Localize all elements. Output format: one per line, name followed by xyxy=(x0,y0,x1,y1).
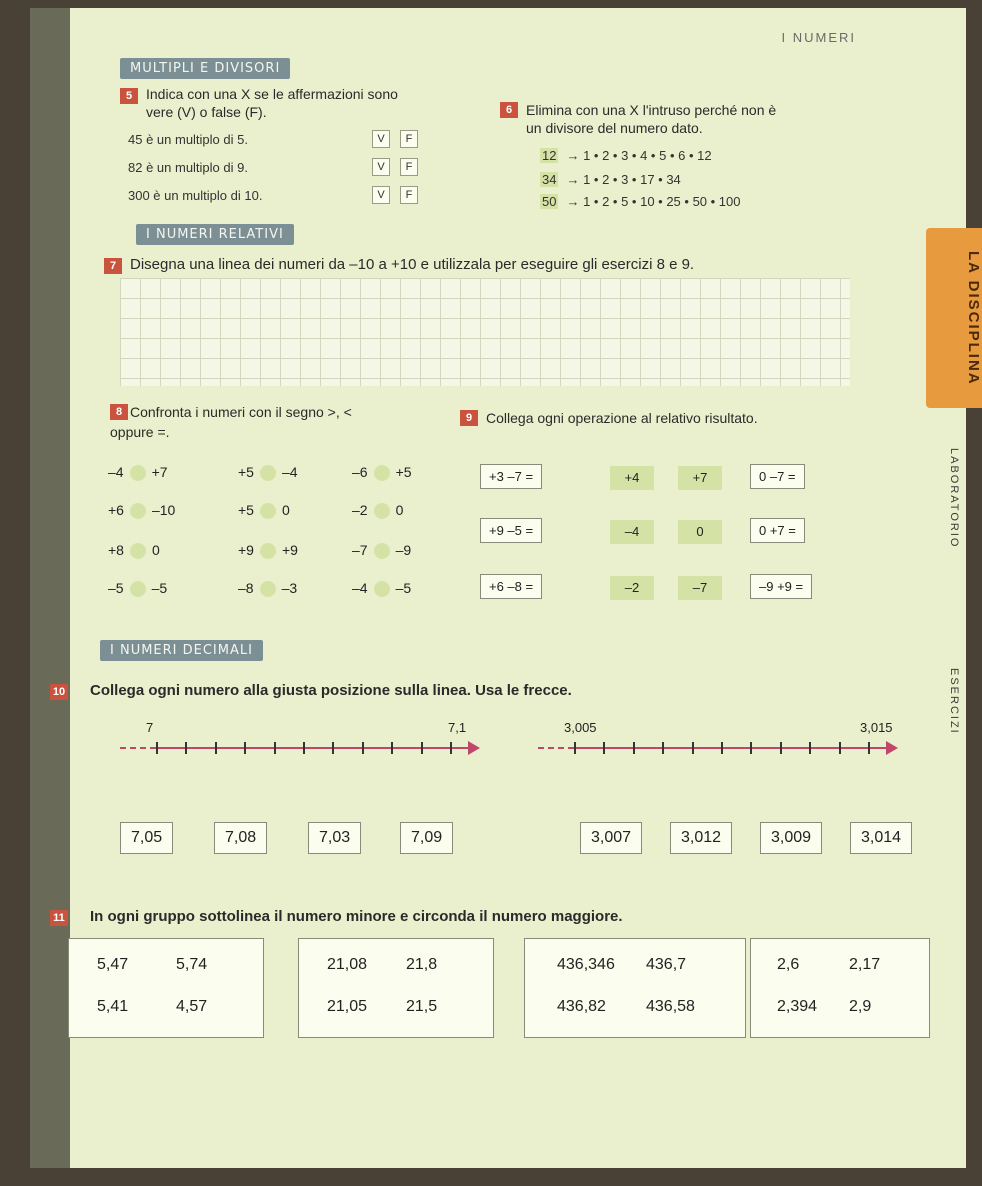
numberline-1-start: 7 xyxy=(146,720,154,735)
comparison-item xyxy=(352,542,411,559)
comparison-left: –6 xyxy=(352,464,368,480)
arrow-right-icon xyxy=(886,741,898,755)
numberline-tick[interactable] xyxy=(303,742,305,754)
decimal-box-3[interactable]: 7,03 xyxy=(308,822,361,854)
operation-left-2[interactable]: +9 –5 = xyxy=(480,518,542,543)
numberline-tick[interactable] xyxy=(574,742,576,754)
group-number[interactable]: 21,8 xyxy=(406,956,438,973)
numberline-dash xyxy=(120,747,150,749)
numberline-tick[interactable] xyxy=(809,742,811,754)
exercise-6-instruction-1: Elimina con una X l'intruso perché non è xyxy=(526,102,777,118)
result-a-3[interactable]: –2 xyxy=(610,576,654,600)
numberline-2 xyxy=(538,738,898,758)
operation-right-1[interactable]: 0 –7 = xyxy=(750,464,805,489)
group-number[interactable]: 436,58 xyxy=(646,998,695,1015)
decimal-box-8[interactable]: 3,014 xyxy=(850,822,912,854)
divisor-row-2 xyxy=(540,172,681,187)
comparison-item xyxy=(352,502,403,519)
page-header: I NUMERI xyxy=(781,30,856,45)
comparison-item xyxy=(238,464,298,481)
exercise-5-number: 5 xyxy=(120,88,138,104)
comparison-answer-circle[interactable] xyxy=(374,465,390,481)
comparison-answer-circle[interactable] xyxy=(260,581,276,597)
comparison-right: +7 xyxy=(151,464,168,480)
numberline-tick[interactable] xyxy=(633,742,635,754)
operation-left-3[interactable]: +6 –8 = xyxy=(480,574,542,599)
numberline-tick[interactable] xyxy=(721,742,723,754)
exercise-8-number: 8 xyxy=(110,404,128,420)
comparison-right: 0 xyxy=(395,502,404,518)
result-a-1[interactable]: +4 xyxy=(610,466,654,490)
numberline-tick[interactable] xyxy=(362,742,364,754)
section-multipli: MULTIPLI E DIVISORI xyxy=(120,58,290,79)
comparison-answer-circle[interactable] xyxy=(130,581,146,597)
numberline-tick[interactable] xyxy=(215,742,217,754)
comparison-right: 0 xyxy=(281,502,290,518)
numberline-tick[interactable] xyxy=(750,742,752,754)
group-number[interactable]: 2,9 xyxy=(849,998,872,1015)
decimal-box-1[interactable]: 7,05 xyxy=(120,822,173,854)
exercise-9-instruction: Collega ogni operazione al relativo risultato. xyxy=(486,410,758,426)
numberline-tick[interactable] xyxy=(450,742,452,754)
checkbox-v-1[interactable]: V xyxy=(372,130,390,148)
statement-2: 82 è un multiplo di 9. xyxy=(128,160,248,175)
numberline-tick[interactable] xyxy=(185,742,187,754)
group-number[interactable]: 436,346 xyxy=(557,956,615,973)
comparison-item xyxy=(352,580,411,597)
comparison-right: –5 xyxy=(151,580,168,596)
numberline-tick[interactable] xyxy=(868,742,870,754)
checkbox-f-2[interactable]: F xyxy=(400,158,418,176)
decimal-box-2[interactable]: 7,08 xyxy=(214,822,267,854)
result-b-3[interactable]: –7 xyxy=(678,576,722,600)
decimal-box-5[interactable]: 3,007 xyxy=(580,822,642,854)
divisor-list[interactable]: → 1 • 2 • 3 • 4 • 5 • 6 • 12 xyxy=(566,148,712,163)
comparison-answer-circle[interactable] xyxy=(130,543,146,559)
numberline-tick[interactable] xyxy=(391,742,393,754)
comparison-item xyxy=(238,580,297,597)
group-number[interactable]: 21,08 xyxy=(327,956,368,973)
numberline-tick[interactable] xyxy=(274,742,276,754)
decimal-box-7[interactable]: 3,009 xyxy=(760,822,822,854)
numberline-tick[interactable] xyxy=(156,742,158,754)
comparison-left: +5 xyxy=(238,464,254,480)
checkbox-v-3[interactable]: V xyxy=(372,186,390,204)
decimal-box-6[interactable]: 3,012 xyxy=(670,822,732,854)
numberline-tick[interactable] xyxy=(421,742,423,754)
comparison-left: –4 xyxy=(108,464,124,480)
result-b-2[interactable]: 0 xyxy=(678,520,722,544)
comparison-left: +8 xyxy=(108,542,124,558)
group-number[interactable]: 2,6 xyxy=(777,956,800,973)
numberline-tick[interactable] xyxy=(839,742,841,754)
divisor-list[interactable]: → 1 • 2 • 5 • 10 • 25 • 50 • 100 xyxy=(566,194,741,209)
group-number[interactable]: 21,05 xyxy=(327,998,368,1015)
numberline-2-end: 3,015 xyxy=(860,720,893,735)
numberline-tick[interactable] xyxy=(662,742,664,754)
tab-la-disciplina[interactable]: LA DISCIPLINA xyxy=(926,228,982,408)
comparison-right: –9 xyxy=(395,542,412,558)
comparison-item xyxy=(108,502,175,519)
exercise-6-number: 6 xyxy=(500,102,518,118)
comparison-answer-circle[interactable] xyxy=(260,465,276,481)
result-a-2[interactable]: –4 xyxy=(610,520,654,544)
operation-right-2[interactable]: 0 +7 = xyxy=(750,518,805,543)
divisor-list[interactable]: → 1 • 2 • 3 • 17 • 34 xyxy=(566,172,681,187)
group-number[interactable]: 436,82 xyxy=(557,998,606,1015)
comparison-right: +9 xyxy=(281,542,298,558)
comparison-item xyxy=(238,542,298,559)
exercise-7-instruction: Disegna una linea dei numeri da –10 a +10 e utilizzala per eseguire gli esercizi 8 e 9. xyxy=(130,256,695,273)
section-decimali: I NUMERI DECIMALI xyxy=(100,640,263,661)
comparison-left: +9 xyxy=(238,542,254,558)
numberline-tick[interactable] xyxy=(780,742,782,754)
operation-right-3[interactable]: –9 +9 = xyxy=(750,574,812,599)
comparison-left: –2 xyxy=(352,502,368,518)
comparison-right: –5 xyxy=(395,580,412,596)
comparison-answer-circle[interactable] xyxy=(130,465,146,481)
comparison-item xyxy=(238,502,290,519)
comparison-left: +6 xyxy=(108,502,124,518)
exercise-8-instruction-2: oppure =. xyxy=(110,424,170,440)
numberline-1-end: 7,1 xyxy=(448,720,467,735)
exercise-10-instruction: Collega ogni numero alla giusta posizione sulla linea. Usa le frecce. xyxy=(90,682,572,699)
numberline-1 xyxy=(120,738,480,758)
tab-esercizi[interactable]: ESERCIZI xyxy=(948,668,960,735)
comparison-left: –5 xyxy=(108,580,124,596)
textbook-page xyxy=(30,8,982,1168)
drawing-grid[interactable] xyxy=(120,278,850,386)
comparison-right: –3 xyxy=(281,580,298,596)
comparison-left: –8 xyxy=(238,580,254,596)
divisor-row-1 xyxy=(540,148,712,163)
exercise-11-number: 11 xyxy=(50,910,68,926)
exercise-11-instruction: In ogni gruppo sottolinea il numero minore e circonda il numero maggiore. xyxy=(90,908,623,925)
numberline-2-start: 3,005 xyxy=(564,720,597,735)
decimal-box-4[interactable]: 7,09 xyxy=(400,822,453,854)
comparison-answer-circle[interactable] xyxy=(260,543,276,559)
exercise-7-number: 7 xyxy=(104,258,122,274)
checkbox-f-1[interactable]: F xyxy=(400,130,418,148)
group-number[interactable]: 2,394 xyxy=(777,998,818,1015)
exercise-5-instruction-2: vere (V) o false (F). xyxy=(146,104,267,120)
divisor-row-3 xyxy=(540,194,741,209)
statement-3: 300 è un multiplo di 10. xyxy=(128,188,263,203)
exercise-8-instruction-1: Confronta i numeri con il segno >, < xyxy=(130,404,352,420)
number-group-box xyxy=(524,938,746,1038)
number-group-box xyxy=(298,938,494,1038)
comparison-left: –7 xyxy=(352,542,368,558)
number-group-box xyxy=(750,938,930,1038)
comparison-item xyxy=(108,542,160,559)
comparison-item xyxy=(108,580,167,597)
comparison-item xyxy=(108,464,168,481)
comparison-answer-circle[interactable] xyxy=(130,503,146,519)
exercise-5-instruction-1: Indica con una X se le affermazioni sono xyxy=(146,86,398,102)
comparison-left: –4 xyxy=(352,580,368,596)
operation-left-1[interactable]: +3 –7 = xyxy=(480,464,542,489)
divisor-number: 50 xyxy=(542,194,557,209)
comparison-answer-circle[interactable] xyxy=(374,543,390,559)
statement-1: 45 è un multiplo di 5. xyxy=(128,132,248,147)
group-number[interactable]: 5,74 xyxy=(176,956,208,973)
comparison-left: +5 xyxy=(238,502,254,518)
comparison-answer-circle[interactable] xyxy=(374,503,390,519)
group-number[interactable]: 4,57 xyxy=(176,998,208,1015)
exercise-10-number: 10 xyxy=(50,684,68,700)
tab-laboratorio[interactable]: LABORATORIO xyxy=(948,448,960,549)
exercise-6-instruction-2: un divisore del numero dato. xyxy=(526,120,703,136)
numberline-dash xyxy=(538,747,568,749)
divisor-number: 12 xyxy=(542,148,557,163)
section-relativi: I NUMERI RELATIVI xyxy=(136,224,294,245)
comparison-right: –4 xyxy=(281,464,298,480)
result-b-1[interactable]: +7 xyxy=(678,466,722,490)
group-number[interactable]: 436,7 xyxy=(646,956,687,973)
checkbox-f-3[interactable]: F xyxy=(400,186,418,204)
exercise-9-number: 9 xyxy=(460,410,478,426)
group-number[interactable]: 2,17 xyxy=(849,956,881,973)
numberline-tick[interactable] xyxy=(603,742,605,754)
numberline-tick[interactable] xyxy=(692,742,694,754)
comparison-item xyxy=(352,464,412,481)
group-number[interactable]: 21,5 xyxy=(406,998,438,1015)
comparison-answer-circle[interactable] xyxy=(260,503,276,519)
comparison-right: –10 xyxy=(151,502,176,518)
comparison-right: 0 xyxy=(151,542,160,558)
number-group-box xyxy=(68,938,264,1038)
group-number[interactable]: 5,41 xyxy=(97,998,129,1015)
comparison-answer-circle[interactable] xyxy=(374,581,390,597)
checkbox-v-2[interactable]: V xyxy=(372,158,390,176)
divisor-number: 34 xyxy=(542,172,557,187)
group-number[interactable]: 5,47 xyxy=(97,956,129,973)
numberline-tick[interactable] xyxy=(332,742,334,754)
numberline-tick[interactable] xyxy=(244,742,246,754)
arrow-right-icon xyxy=(468,741,480,755)
comparison-right: +5 xyxy=(395,464,412,480)
